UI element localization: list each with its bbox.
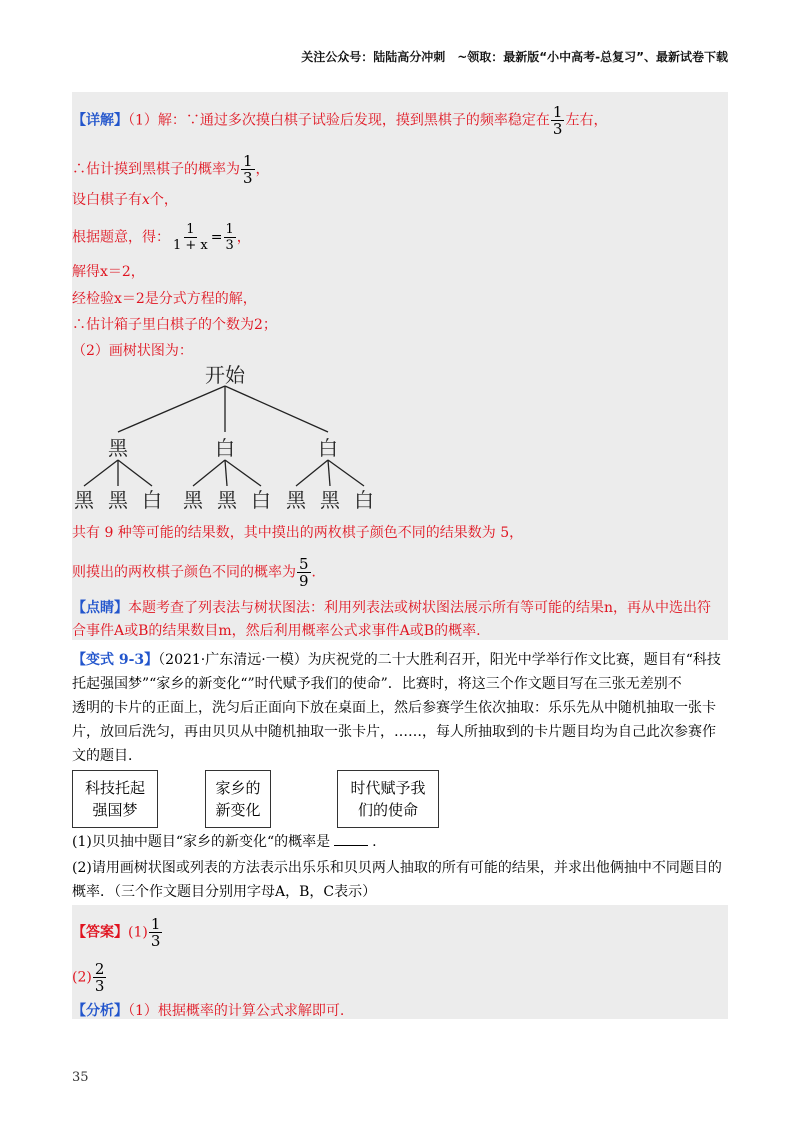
fraction: $\frac{1}{3}$	[552, 103, 563, 138]
page-number: 35	[72, 1070, 89, 1085]
tree-node-l1: 黑	[108, 436, 128, 460]
card-topic-b: 家乡的 新变化	[205, 770, 271, 828]
analysis-tag: 【分析】	[72, 1003, 128, 1019]
problem-tag: 【变式 9-3】	[72, 652, 159, 668]
tree-leaf: 黑	[320, 488, 340, 512]
card-topic-a: 科技托起 强国梦	[72, 770, 158, 828]
answer-line-1: 【答案】(1) $\frac{1}{3}$	[72, 915, 161, 950]
answer-line-2: (2) $\frac{2}{3}$	[72, 960, 105, 995]
problem-line-4: 片，放回后洗匀，再由贝贝从中随机抽取一张卡片，……，每人所抽取到的卡片题目均为自己此次参赛作	[72, 724, 716, 740]
answer-tag: 【答案】	[72, 924, 128, 941]
tree-leaf: 黑	[108, 488, 128, 512]
question-2-line-2: 概率．（三个作文题目分别用字母A，B，C表示）	[72, 884, 377, 900]
solution-text: ∴估计摸到黑棋子的概率为	[72, 161, 240, 178]
solution-text: ，	[255, 161, 270, 178]
fraction: $\frac{1}{3}$	[150, 915, 161, 950]
comment-line-1: 【点睛】本题考查了列表法与树状图法：利用列表法或树状图法展示所有等可能的结果n，再从中选出符	[72, 600, 712, 616]
solution-line-3: 设白棋子有x个，	[72, 192, 178, 208]
solution-line-5: 解得x＝2，	[72, 264, 145, 280]
fraction: $\frac{1}{3}$	[225, 222, 234, 253]
solution-line-6: 经检验x＝2是分式方程的解，	[72, 291, 257, 307]
tree-node-l1: 白	[318, 436, 338, 460]
tree-node-l1: 白	[215, 436, 235, 460]
solution-text: （1）解：∵通过多次摸白棋子试验后发现，摸到黑棋子的频率稳定在	[128, 112, 550, 129]
tree-leaf: 黑	[217, 488, 237, 512]
tree-leaf: 黑	[286, 488, 306, 512]
comment-tag: 【点睛】	[72, 600, 128, 616]
problem-line-3: 透明的卡片的正面上，洗匀后正面向下放在桌面上，然后参赛学生依次抽取：乐乐先从中随机抽取一张卡	[72, 700, 716, 716]
solution-line-10: 则摸出的两枚棋子颜色不同的概率为 $\frac{5}{9}$ ．	[72, 555, 326, 590]
solution-line-9: 共有 9 种等可能的结果数，其中摸出的两枚棋子颜色不同的结果数为 5，	[72, 525, 524, 541]
fraction: $\frac{1}{3}$	[243, 152, 253, 187]
detail-tag: 【详解】	[72, 112, 128, 129]
fraction: $\frac{5}{9}$	[299, 555, 309, 590]
question-1: (1)贝贝抽中题目“家乡的新变化“的概率是 .	[72, 834, 377, 850]
solution-line-8: （2）画树状图为：	[72, 343, 193, 359]
tree-root: 开始	[205, 363, 245, 387]
tree-leaf: 白	[142, 488, 162, 512]
solution-text: 左右，	[565, 112, 608, 129]
fraction: $\frac{1}{1 + x}$	[173, 222, 208, 253]
problem-line-1: 【变式 9-3】（2021·广东清远·一模）为庆祝党的二十大胜利召开，阳光中学举行作文比赛，题目有“科技	[72, 652, 721, 668]
answer-blank	[334, 833, 368, 846]
solution-line-7: ∴估计箱子里白棋子的个数为2；	[72, 317, 277, 333]
question-2-line-1: (2)请用画树状图或列表的方法表示出乐乐和贝贝两人抽取的所有可能的结果，并求出他俩抽中不同题目的	[72, 860, 722, 876]
solution-line-2	[72, 153, 270, 186]
tree-leaf: 黑	[183, 488, 203, 512]
problem-line-5: 文的题目．	[72, 748, 142, 764]
tree-diagram	[70, 362, 510, 512]
problem-line-2: 托起强国梦”“家乡的新变化“”时代赋予我们的使命”．比赛时，将这三个作文题目写在三张无差别不	[72, 676, 682, 692]
solution-line-1	[72, 104, 607, 137]
tree-leaf: 白	[251, 488, 271, 512]
tree-leaf: 黑	[74, 488, 94, 512]
analysis-line: 【分析】（1）根据概率的计算公式求解即可.	[72, 1003, 345, 1019]
page-header: 关注公众号：陆陆高分冲刺 ~领取：最新版“小中高考-总复习”、最新试卷下载	[301, 50, 728, 64]
tree-leaf: 白	[354, 488, 374, 512]
card-topic-c: 时代赋予我 们的使命	[337, 770, 439, 828]
solution-line-4: 根据题意，得： $\frac{1}{1 + x}$ = $\frac{1}{3}$ ，	[72, 222, 251, 253]
comment-line-2: 合事件A或B的结果数目m，然后利用概率公式求事件A或B的概率.	[72, 623, 481, 639]
fraction: $\frac{2}{3}$	[94, 960, 105, 995]
